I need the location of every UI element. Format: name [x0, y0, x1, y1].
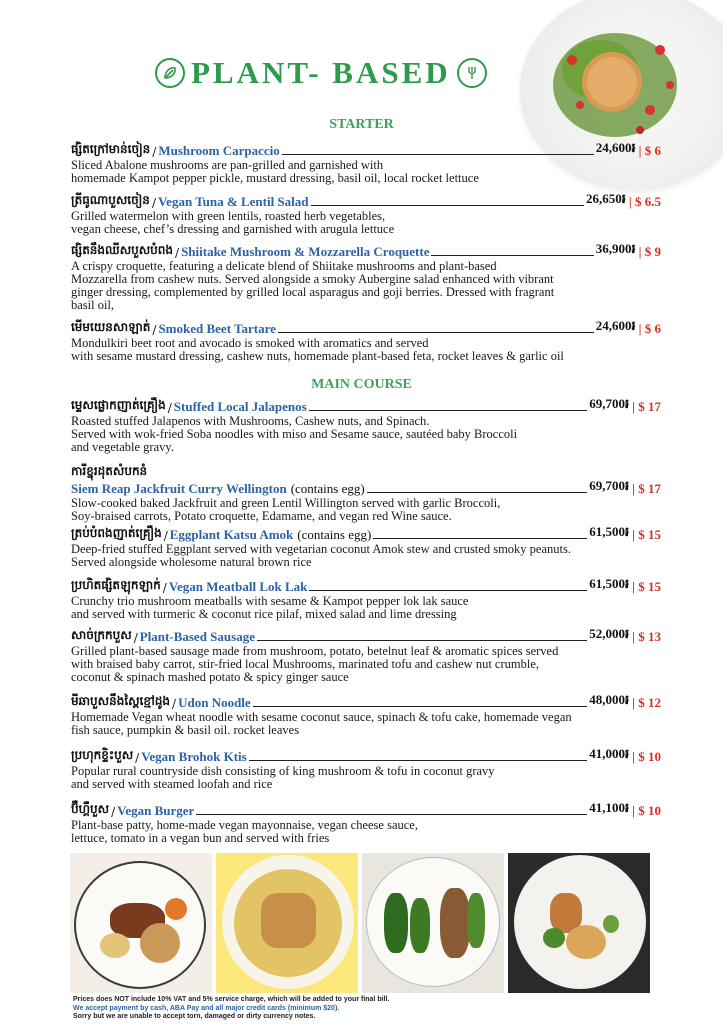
- dish-name-khmer: ផ្សិតនឹងឈីសបួសបំពង: [71, 243, 174, 257]
- menu-item: [71, 628, 661, 684]
- dish-description: A crispy croquette, featuring a delicate blend of Shiitake mushrooms and plant-based Mozzarella from cashew nuts. Served alongside a smoky Aubergine salad enhanced with vibrant ginger dressing, complemented by grilled local asparagus and goji berries. Dressed with fragrant basil oil,: [71, 259, 555, 312]
- menu-item: [71, 694, 661, 737]
- name-separator: /: [152, 145, 157, 159]
- dish-name-english: Vegan Meatball Lok Lak: [168, 579, 308, 594]
- price-riel: 69,700៛: [589, 478, 630, 493]
- allergen-note: (contains egg): [297, 527, 372, 542]
- dish-description: Popular rural countryside dish consisting of king mushroom & tofu in coconut gravy and served with steamed loofah and rice: [71, 764, 495, 791]
- fork-icon: [457, 58, 487, 88]
- price-usd: | $ 17: [632, 399, 661, 414]
- price-leader-line: [309, 590, 587, 591]
- menu-item: [71, 748, 661, 791]
- price-riel: 48,000៛: [589, 692, 630, 707]
- menu-item: [71, 398, 661, 454]
- dish-name-english: Plant-Based Sausage: [139, 629, 255, 644]
- name-separator: /: [175, 246, 180, 260]
- dish-photo-jalapenos: [362, 853, 504, 993]
- dish-description: Homemade Vegan wheat noodle with sesame coconut sauce, spinach & tofu cake, homemade vegan fish sauce, pumpkin & basil oil. rocket leaves: [71, 710, 572, 737]
- name-separator: /: [152, 323, 157, 337]
- dish-description: Plant-base patty, home-made vegan mayonnaise, vegan cheese sauce, lettuce, tomato in a vegan bun and served with fries: [71, 818, 418, 845]
- menu-item: [71, 802, 661, 845]
- price-leader-line: [373, 538, 587, 539]
- dish-name-english: Vegan Burger: [117, 803, 195, 818]
- menu-item: [71, 142, 661, 185]
- dish-name-khmer: មីឆាបួសនឹងស្ពៃខ្មៅដូង: [71, 694, 171, 708]
- allergen-note: (contains egg): [290, 481, 365, 496]
- payment-notes: [73, 996, 389, 1022]
- price-riel: 36,900៛: [595, 241, 636, 256]
- dish-description: Sliced Abalone mushrooms are pan-grilled and garnished with homemade Kampot pepper pickle, mustard dressing, basil oil, local rocket lettuce: [71, 158, 479, 185]
- dish-name-english: Vegan Brohok Ktis: [141, 749, 247, 764]
- dish-name-khmer: ប្រហិតផ្សិតឡុកឡាក់: [71, 578, 161, 592]
- price-leader-line: [249, 760, 588, 761]
- dish-name-english: Shiitake Mushroom & Mozzarella Croquette: [181, 244, 430, 259]
- dish-name-khmer: ត្រីធូណាបួសចៀន: [71, 193, 150, 207]
- dish-name-english: Mushroom Carpaccio: [158, 143, 280, 158]
- price-usd: | $ 12: [632, 695, 661, 710]
- price-riel: 26,650៛: [585, 191, 626, 206]
- section-title-main-course: MAIN COURSE: [311, 377, 412, 392]
- price-leader-line: [257, 640, 587, 641]
- price-leader-line: [196, 814, 587, 815]
- menu-item: [71, 526, 661, 569]
- price-leader-line: [253, 706, 588, 707]
- price-usd: | $ 10: [632, 803, 661, 818]
- price-leader-line: [278, 332, 594, 333]
- price-leader-line: [431, 255, 593, 256]
- price-riel: 61,500៛: [589, 524, 630, 539]
- menu-header: [155, 55, 487, 91]
- currency-note: Sorry but we are unable to accept torn, damaged or dirty currency notes.: [73, 1013, 316, 1020]
- dish-description: Roasted stuffed Jalapenos with Mushrooms, Cashew nuts, and Spinach. Served with wok-fried Soba noodles with miso and Sesame sauce, sautéed baby Broccoli and vegetable gravy.: [71, 414, 518, 454]
- dish-description: Mondulkiri beet root and avocado is smoked with aromatics and served with sesame mustard dressing, cashew nuts, homemade plant-based feta, rocket leaves & garlic oil: [71, 336, 564, 363]
- menu-item: [71, 320, 661, 363]
- price-usd: | $ 9: [638, 244, 661, 259]
- leaf-icon: [155, 58, 185, 88]
- price-leader-line: [367, 492, 588, 493]
- name-separator: /: [163, 529, 168, 543]
- dish-name-english: Siem Reap Jackfruit Curry Wellington: [71, 481, 287, 496]
- price-usd: | $ 10: [632, 749, 661, 764]
- dish-photo-rice: [508, 853, 650, 993]
- name-separator: /: [151, 196, 156, 210]
- dish-name-khmer: ប្រហុកខ្ទិះបួស: [71, 748, 134, 762]
- dish-name-khmer: ផ្សិតក្រៅមាន់ចៀន: [71, 142, 151, 156]
- price-usd: | $ 13: [632, 629, 661, 644]
- section-title-starter: STARTER: [329, 117, 394, 132]
- dish-name-khmer: មើមយេនសាឡាត់: [71, 320, 151, 334]
- vat-note: Prices does NOT include 10% VAT and 5% service charge, which will be added to your final bill.: [73, 996, 390, 1003]
- dish-photo-wellington: [70, 853, 212, 993]
- dish-name-khmer: សាច់ក្រកបួស: [71, 628, 132, 642]
- price-riel: 41,100៛: [589, 800, 630, 815]
- dish-description: Deep-fried stuffed Eggplant served with vegetarian coconut Amok stew and crusted smoky peanuts. Served alongside wholesome natural brown rice: [71, 542, 571, 569]
- dish-description: Slow-cooked baked Jackfruit and green Lentil Willington served with garlic Broccoli, Soy-braised carrots, Potato croquette, Edamame, and vegan red Wine sauce.: [71, 496, 501, 523]
- name-separator: /: [167, 401, 172, 415]
- menu-item: [71, 578, 661, 621]
- dish-name-khmer: ការីខ្នុរដុតសំបកនំ: [71, 464, 148, 478]
- price-usd: | $ 15: [632, 527, 661, 542]
- price-usd: | $ 6.5: [628, 194, 661, 209]
- price-riel: 52,000៛: [589, 626, 630, 641]
- dish-name-khmer: ម្ទេសផ្លោកញាត់គ្រឿង: [71, 398, 166, 412]
- dish-description: Grilled watermelon with green lentils, roasted herb vegetables, vegan cheese, chef’s dressing and garnished with arugula lettuce: [71, 209, 395, 236]
- dish-description: Crunchy trio mushroom meatballs with sesame & Kampot pepper lok lak sauce and served with turmeric & coconut rice pilaf, mixed salad and lime dressing: [71, 594, 469, 621]
- dish-photo-strip: [70, 853, 650, 993]
- price-usd: | $ 15: [632, 579, 661, 594]
- price-riel: 24,600៛: [595, 318, 636, 333]
- dish-name-english: Udon Noodle: [178, 695, 251, 710]
- name-separator: /: [162, 581, 167, 595]
- menu-item: [71, 464, 661, 523]
- price-usd: | $ 6: [638, 321, 661, 336]
- menu-item: [71, 243, 661, 312]
- price-usd: | $ 6: [638, 143, 661, 158]
- price-leader-line: [282, 154, 594, 155]
- name-separator: /: [111, 805, 116, 819]
- price-riel: 61,500៛: [589, 576, 630, 591]
- dish-name-english: Eggplant Katsu Amok: [169, 527, 294, 542]
- price-riel: 24,600៛: [595, 140, 636, 155]
- price-riel: 69,700៛: [589, 396, 630, 411]
- dish-name-english: Smoked Beet Tartare: [158, 321, 276, 336]
- menu-item: [71, 193, 661, 236]
- dish-description: Grilled plant-based sausage made from mushroom, potato, betelnut leaf & aromatic spices served with braised baby carrot, stir-fried local Mushrooms, marinated tofu and cashew nut crumble, coconut & spinach mashed potato & spicy ginger sauce: [71, 644, 559, 684]
- payment-methods-note: We accept payment by cash, ABA Pay and all major credit cards (minimum $20).: [73, 1004, 340, 1012]
- dish-photo-curry: [216, 853, 358, 993]
- name-separator: /: [172, 697, 177, 711]
- dish-name-english: Stuffed Local Jalapenos: [173, 399, 307, 414]
- price-riel: 41,000៛: [589, 746, 630, 761]
- dish-name-khmer: ប៊ឺហ្គឺបួស: [71, 802, 110, 816]
- name-separator: /: [135, 751, 140, 765]
- price-leader-line: [311, 205, 584, 206]
- dish-name-english: Vegan Tuna & Lentil Salad: [157, 194, 309, 209]
- price-usd: | $ 17: [632, 481, 661, 496]
- dish-name-khmer: ត្រប់បំពងញាត់គ្រឿង: [71, 526, 162, 540]
- name-separator: /: [133, 631, 138, 645]
- page-title: PLANT- BASED: [191, 55, 451, 90]
- price-leader-line: [309, 410, 588, 411]
